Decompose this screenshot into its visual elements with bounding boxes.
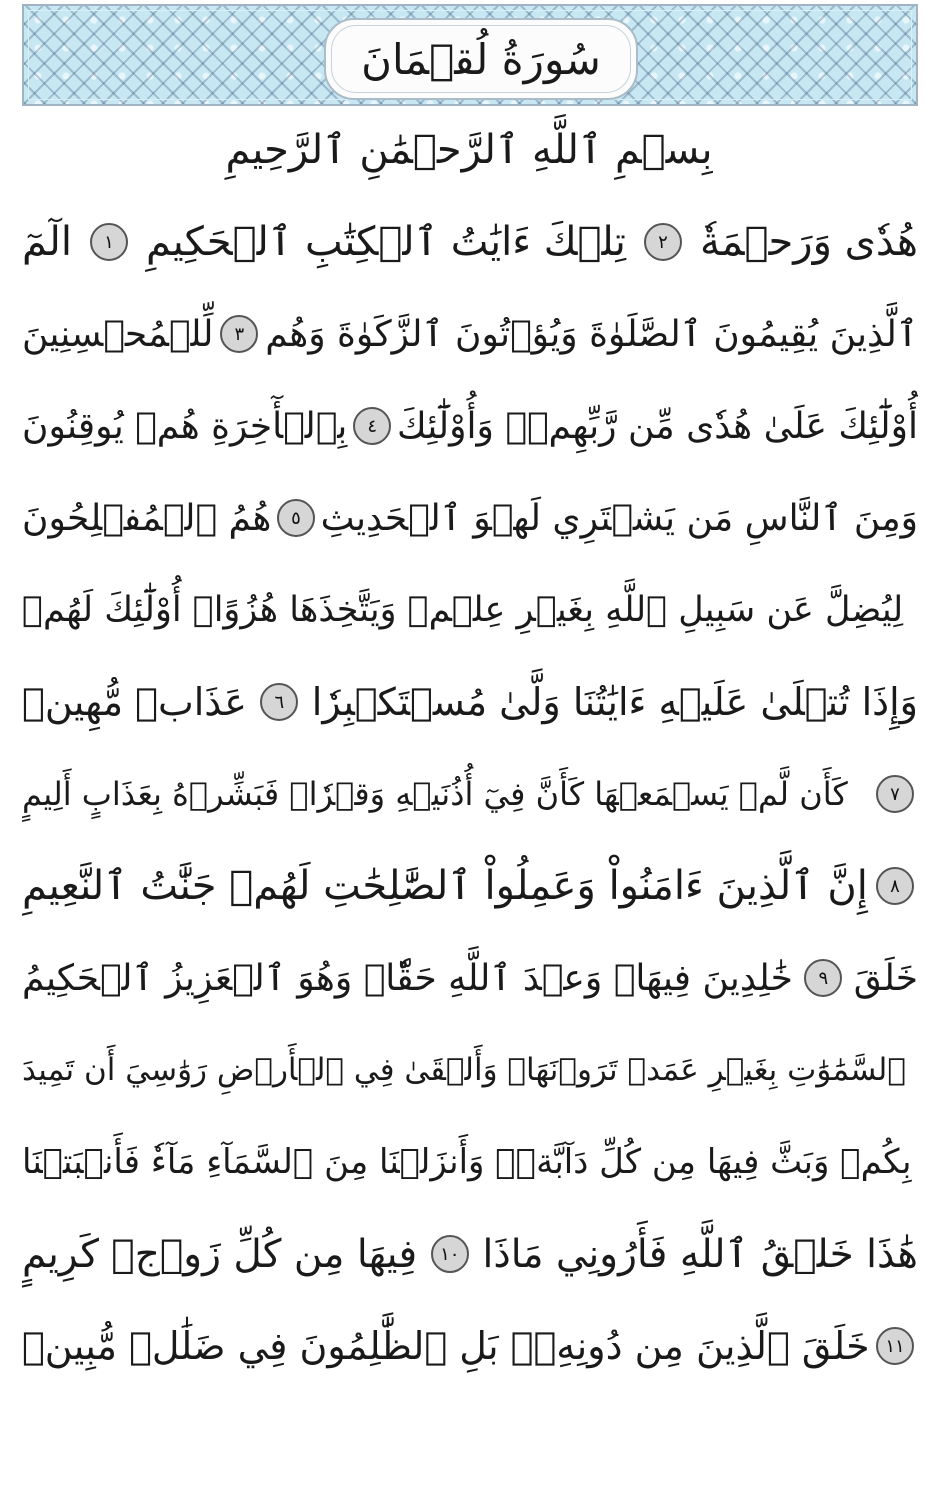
verse-lines — [22, 196, 918, 1392]
verse-line — [22, 840, 918, 932]
ayah-number-marker: ٢ — [644, 223, 682, 261]
verse-line — [22, 196, 918, 288]
surah-title: سُورَةُ لُقۡمَانَ — [361, 34, 601, 84]
verse-text: تِلۡكَ ءَايَٰتُ ٱلۡكِتَٰبِ ٱلۡحَكِيمِ — [146, 219, 626, 265]
verse-line — [22, 932, 918, 1024]
verse-line — [22, 380, 918, 472]
verse-text: هُمُ ٱلۡمُفۡلِحُونَ — [22, 497, 272, 539]
surah-title-cartouche — [324, 18, 638, 100]
verse-line — [22, 656, 918, 748]
verse-line — [22, 1208, 918, 1300]
ayah-number-marker: ٩ — [804, 959, 842, 997]
verse-line — [22, 1116, 918, 1208]
verse-text: أُوْلَٰٓئِكَ عَلَىٰ هُدٗى مِّن رَّبِّهِمۡۖ وَأُوْلَٰٓئِكَ — [396, 405, 918, 447]
verse-text: وَإِذَا تُتۡلَىٰ عَلَيۡهِ ءَايَٰتُنَا وَلَّىٰ مُسۡتَكۡبِرٗا — [311, 680, 918, 724]
verse-text: بِٱلۡأٓخِرَةِ هُمۡ يُوقِنُونَ — [22, 405, 348, 447]
ayah-number-marker: ٧ — [876, 775, 914, 813]
ayah-number-marker: ٥ — [277, 499, 315, 537]
ayah-number-marker: ٤ — [353, 407, 391, 445]
ayah-number-marker: ٦ — [260, 683, 298, 721]
verse-text: هَٰذَا خَلۡقُ ٱللَّهِ فَأَرُونِي مَاذَا — [482, 1231, 918, 1277]
verse-text: بِكُمۡ وَبَثَّ فِيهَا مِن كُلِّ دَآبَّةٖۚ وَأَنزَلۡنَا مِنَ ٱلسَّمَآءِ مَآءٗ فَأَنۢبَتۡنَا — [22, 1142, 912, 1182]
verse-text: لِيُضِلَّ عَن سَبِيلِ ٱللَّهِ بِغَيۡرِ عِلۡمٖ وَيَتَّخِذَهَا هُزُوًاۚ أُوْلَٰٓئِكَ لَهُمۡ — [22, 590, 904, 630]
verse-line — [22, 288, 918, 380]
verse-line — [22, 1024, 918, 1116]
verse-text: ٱلَّذِينَ يُقِيمُونَ ٱلصَّلَوٰةَ وَيُؤۡتُونَ ٱلزَّكَوٰةَ وَهُم — [265, 313, 918, 355]
verse-text: ٱلسَّمَٰوَٰتِ بِغَيۡرِ عَمَدٖ تَرَوۡنَهَاۖ وَأَلۡقَىٰ فِي ٱلۡأَرۡضِ رَوَٰسِيَ أَن تَمِيدَ — [22, 1052, 906, 1088]
verse-line — [22, 1300, 918, 1392]
verse-text: إِنَّ ٱلَّذِينَ ءَامَنُواْ وَعَمِلُواْ ٱلصَّٰلِحَٰتِ لَهُمۡ جَنَّٰتُ ٱلنَّعِيمِ — [22, 863, 868, 909]
ayah-number-marker: ١ — [90, 223, 128, 261]
ayah-number-marker: ١١ — [876, 1327, 914, 1365]
ayah-number-marker: ١٠ — [431, 1235, 469, 1273]
verse-text: عَذَابٞ مُّهِينٞ — [22, 680, 247, 724]
verse-line — [22, 472, 918, 564]
verse-text: كَأَن لَّمۡ يَسۡمَعۡهَا كَأَنَّ فِيٓ أُذُنَيۡهِ وَقۡرٗاۖ فَبَشِّرۡهُ بِعَذَابٍ أَلِيمٍ — [22, 775, 848, 813]
surah-header-frame — [22, 4, 918, 106]
verse-text: خَلَقَ — [853, 957, 918, 999]
verse-text: الٓمٓ — [22, 219, 72, 265]
basmala: بِسۡمِ ٱللَّهِ ٱلرَّحۡمَٰنِ ٱلرَّحِيمِ — [225, 127, 713, 173]
verse-text: خَٰلِدِينَ فِيهَاۖ وَعۡدَ ٱللَّهِ حَقّٗاۚ وَهُوَ ٱلۡعَزِيزُ ٱلۡحَكِيمُ — [22, 957, 793, 999]
ayah-number-marker: ٣ — [220, 315, 258, 353]
verse-text: وَمِنَ ٱلنَّاسِ مَن يَشۡتَرِي لَهۡوَ ٱلۡحَدِيثِ — [320, 497, 918, 539]
ayah-number-marker: ٨ — [876, 867, 914, 905]
verse-line — [22, 748, 918, 840]
verse-text: خَلَقَ ٱلَّذِينَ مِن دُونِهِۦۚ بَلِ ٱلظَّٰلِمُونَ فِي ضَلَٰلٖ مُّبِينٖ — [22, 1324, 870, 1368]
verse-text: لِّلۡمُحۡسِنِينَ — [22, 313, 214, 355]
verse-text: فِيهَا مِن كُلِّ زَوۡجٖ كَرِيمٍ — [22, 1231, 418, 1277]
verse-line — [22, 564, 918, 656]
verse-text: هُدٗى وَرَحۡمَةٗ — [699, 219, 918, 265]
